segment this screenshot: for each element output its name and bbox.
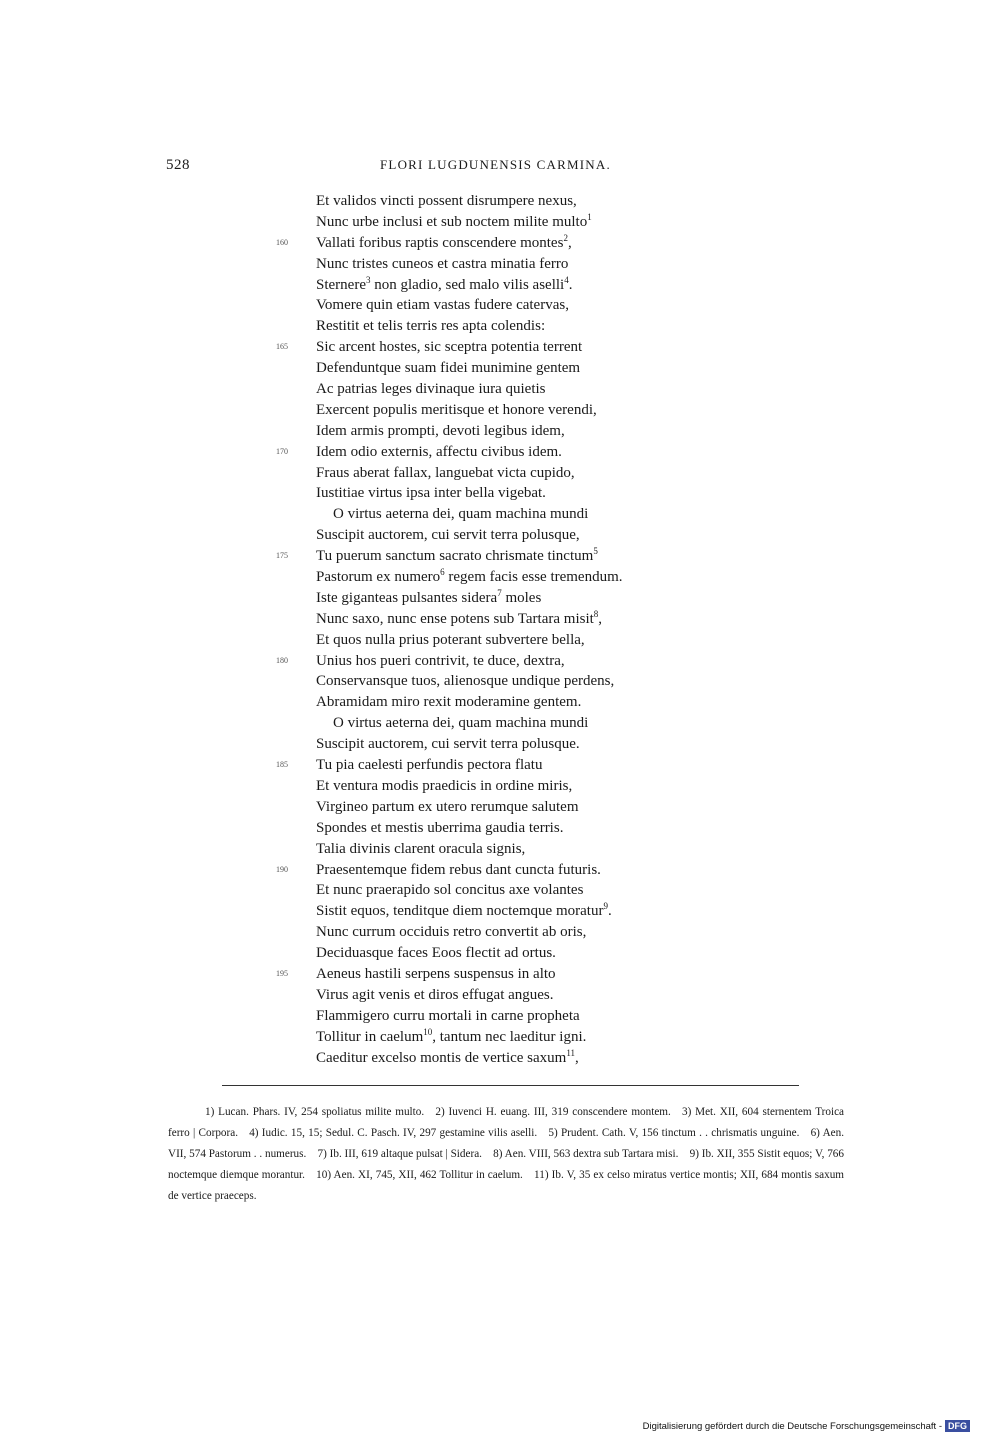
verse-segment: Praesentemque fidem rebus dant cuncta futuris. [316, 861, 601, 878]
verse-line [316, 901, 796, 922]
verse-segment: regem facis esse tremendum. [444, 569, 623, 586]
verse-segment: Talia divinis clarent oracula signis, [316, 840, 526, 857]
footnote-ref[interactable]: 1 [587, 211, 592, 222]
verse-line [316, 630, 796, 651]
footnote: 11) Ib. V, 35 ex celso miratus vertice montis; XII, 684 montis saxum de vertice praeceps. [168, 1169, 844, 1202]
verse-segment: Pastorum ex numero [316, 569, 441, 586]
verse-line [316, 358, 796, 379]
verse-line [316, 275, 796, 296]
footer-credit: Digitalisierung gefördert durch die Deutsche Forschungsgemeinschaft - [642, 1420, 942, 1432]
verse-line [276, 232, 796, 254]
verse-text [316, 339, 582, 355]
verse-text [316, 274, 573, 293]
verse-segment: Vomere quin etiam vastas fudere catervas, [316, 297, 569, 314]
verse-line [316, 1006, 796, 1027]
verse-text [316, 402, 597, 418]
verse-line [316, 713, 796, 734]
footnote-ref[interactable]: 10 [423, 1026, 433, 1037]
footnote: 10) Aen. XI, 745, XII, 462 Tollitur in caelum. [316, 1169, 523, 1181]
verse-line [316, 671, 796, 692]
verse-segment: Restitit et telis terris res apta colendis: [316, 318, 546, 335]
verse-segment: Nunc urbe inclusi et sub noctem milite multo [316, 213, 588, 230]
footnote-ref[interactable]: 9 [603, 901, 608, 912]
verse-text [316, 778, 572, 794]
verse-line [276, 442, 796, 463]
verse-segment: Idem odio externis, affectu civibus idem. [316, 443, 562, 460]
verse-line [276, 860, 796, 881]
verse-line [316, 734, 796, 755]
verse-text [316, 632, 585, 648]
verse-segment: Nunc saxo, nunc ense potens sub Tartara misit [316, 610, 594, 627]
verse-text [316, 820, 563, 836]
verse-text [316, 966, 556, 982]
verse-text [316, 694, 581, 710]
verse-line [316, 379, 796, 400]
line-number: 185 [276, 760, 288, 770]
dfg-logo[interactable]: DFG [945, 1420, 970, 1432]
verse-line [316, 588, 796, 609]
verse-text [316, 945, 556, 961]
footnote-ref[interactable]: 6 [440, 567, 445, 578]
verse-segment: Defenduntque suam fidei munimine gentem [316, 360, 581, 377]
footnote: 8) Aen. VIII, 563 dextra sub Tartara misi. [493, 1148, 679, 1160]
verse-segment: Conservansque tuos, alienosque undique perdens, [316, 673, 615, 690]
verse-text [316, 465, 575, 481]
verse-text [316, 569, 623, 585]
verse-line [276, 651, 796, 672]
line-number: 195 [276, 968, 288, 978]
verse-segment: , tantum nec laeditur igni. [432, 1028, 587, 1045]
verse-text [316, 381, 546, 397]
verse-segment: Unius hos pueri contrivit, te duce, dextra, [316, 652, 565, 669]
footnote-ref[interactable]: 7 [497, 587, 502, 598]
verse-segment: Abramidam miro rexit moderamine gentem. [316, 694, 582, 711]
verse-segment: Virgineo partum ex utero rerumque salutem [316, 798, 579, 815]
verse-text [316, 673, 614, 689]
verse-text [316, 1047, 579, 1066]
verse-segment: Ac patrias leges divinaque iura quietis [316, 381, 546, 398]
verse-line [316, 880, 796, 901]
footnote-ref[interactable]: 3 [365, 274, 371, 285]
verse-line [316, 818, 796, 839]
footnote: 1) Lucan. Phars. IV, 254 spoliatus milite multo. [205, 1106, 425, 1118]
verse-segment: O virtus aeterna dei, quam machina mundi [333, 715, 589, 732]
verse-text [316, 527, 580, 543]
verse-segment: Flammigero curru mortali in carne propheta [316, 1007, 580, 1024]
verse-segment: Deciduasque faces Eoos flectit ad ortus. [316, 945, 556, 962]
page-number: 528 [166, 157, 190, 173]
verse-text [316, 903, 612, 919]
verse-text [316, 736, 580, 752]
verse-segment: Tollitur in caelum [316, 1028, 424, 1045]
footnote-ref[interactable]: 4 [564, 274, 569, 285]
verse-line [316, 1027, 796, 1048]
verse-segment: non gladio, sed malo vilis aselli [370, 276, 565, 293]
verse-segment: Sic arcent hostes, sic sceptra potentia terrent [316, 339, 583, 356]
verse-line [316, 212, 796, 233]
verse-segment: , [575, 1049, 579, 1066]
verse-line [316, 504, 796, 525]
verse-line [316, 463, 796, 484]
footer [643, 1420, 970, 1432]
verse-line [316, 797, 796, 818]
verse-text [316, 653, 565, 669]
verse-segment: Iste giganteas pulsantes sidera [316, 589, 498, 606]
poem [276, 191, 796, 1068]
verse-text [316, 608, 603, 627]
verse-segment: Tu pia caelesti perfundis pectora flatu [316, 757, 543, 774]
footnote-ref[interactable]: 11 [566, 1047, 576, 1058]
verse-segment: Aeneus hastili serpens suspensus in alto [316, 965, 556, 982]
verse-segment: Et quos nulla prius poterant subvertere bella, [316, 631, 585, 648]
verse-text [316, 211, 592, 230]
footnote-ref[interactable]: 8 [593, 608, 599, 619]
verse-line [276, 755, 796, 776]
verse-segment: Iustitiae virtus ipsa inter bella vigebat. [316, 485, 546, 502]
footnote: 7) Ib. III, 619 altaque pulsat | Sidera. [317, 1148, 482, 1160]
verse-segment: Suscipit auctorem, cui servit terra polusque, [316, 527, 580, 544]
verse-line [316, 692, 796, 713]
verse-line [316, 1048, 796, 1069]
verse-text [316, 423, 565, 439]
verse-text [316, 715, 588, 731]
verse-segment: Caeditur excelso montis de vertice saxum [316, 1049, 567, 1066]
verse-segment: Et validos vincti possent disrumpere nexus, [316, 193, 577, 209]
verse-text [316, 987, 554, 1003]
verse-line [316, 400, 796, 421]
footnote: 5) Prudent. Cath. V, 156 tinctum . . chrismatis unguine. [548, 1127, 800, 1139]
verse-text [316, 232, 572, 251]
verse-line [276, 546, 796, 567]
footnote: 2) Iuvenci H. euang. III, 319 conscendere montem. [435, 1106, 671, 1118]
footnotes [168, 1102, 844, 1207]
verse-segment: moles [501, 589, 542, 606]
verse-segment: Tu puerum sanctum sacrato chrismate tinctum [316, 548, 594, 565]
line-number: 165 [276, 342, 288, 352]
verse-segment: Idem armis prompti, devoti legibus idem, [316, 422, 565, 439]
verse-text [316, 360, 580, 376]
verse-text [316, 506, 588, 522]
running-head: FLORI LUGDUNENSIS CARMINA. [380, 157, 611, 172]
verse-text [316, 841, 525, 857]
verse-text [316, 862, 601, 878]
verse-text [316, 924, 586, 940]
footnote-ref[interactable]: 5 [593, 546, 598, 557]
verse-text [316, 297, 569, 313]
verse-text [316, 587, 542, 606]
verse-text [316, 444, 562, 460]
verse-segment: , [598, 610, 603, 627]
verse-segment: . [607, 903, 612, 920]
verse-text [316, 193, 577, 209]
verse-line [316, 985, 796, 1006]
verse-line [316, 776, 796, 797]
verse-line [276, 964, 796, 985]
verse-segment: Nunc currum occiduis retro convertit ab oris, [316, 924, 587, 941]
verse-segment: Vallati foribus raptis conscendere montes [316, 234, 564, 251]
footnote-ref[interactable]: 2 [563, 232, 568, 243]
footnote: 6) Aen. VII, 574 Pastorum . . numerus. [168, 1127, 845, 1160]
verse-text [316, 256, 568, 272]
verse-text [316, 799, 579, 815]
line-number: 180 [276, 655, 288, 665]
verse-segment: Exercent populis meritisque et honore verendi, [316, 401, 597, 418]
line-number: 190 [276, 864, 288, 874]
line-number: 175 [276, 551, 288, 561]
verse-segment: O virtus aeterna dei, quam machina mundi [333, 506, 589, 523]
verse-line [316, 839, 796, 860]
verse-text [316, 318, 545, 334]
verse-line [316, 254, 796, 275]
verse-line [316, 483, 796, 504]
footnote: 9) Ib. XII, 355 Sistit equos; V, 766 noctemque diemque morantur. [168, 1148, 844, 1181]
line-number: 160 [276, 237, 288, 247]
verse-segment: Virus agit venis et diros effugat angues. [316, 986, 554, 1003]
verse-text [316, 485, 546, 501]
verse-line [316, 567, 796, 588]
verse-text [316, 882, 583, 898]
verse-line [276, 337, 796, 358]
verse-text [316, 757, 542, 773]
verse-text [316, 548, 598, 564]
footnote: 3) Met. XII, 604 sternentem Troica ferro | Corpora. [168, 1106, 844, 1139]
verse-text [316, 1026, 587, 1045]
verse-text [316, 1008, 580, 1024]
verse-line [316, 191, 796, 212]
verse-line [316, 421, 796, 442]
verse-line [316, 609, 796, 630]
verse-segment: Fraus aberat fallax, languebat victa cupido, [316, 464, 575, 481]
verse-segment: Et ventura modis praedicis in ordine miris, [316, 777, 573, 794]
verse-line [316, 316, 796, 337]
line-number: 170 [276, 446, 288, 456]
footnote-rule [222, 1085, 799, 1086]
verse-segment: Spondes et mestis uberrima gaudia terris. [316, 819, 564, 836]
verse-segment: . [568, 276, 573, 293]
verse-line [316, 295, 796, 316]
verse-segment: Suscipit auctorem, cui servit terra polusque. [316, 736, 580, 753]
verse-segment: Nunc tristes cuneos et castra minatia ferro [316, 255, 569, 272]
verse-line [316, 943, 796, 964]
verse-segment: Sistit equos, tenditque diem noctemque moratur [316, 903, 604, 920]
verse-segment: Sternere [316, 276, 366, 293]
verse-segment: Et nunc praerapido sol concitus axe volantes [316, 882, 584, 899]
footnote: 4) Iudic. 15, 15; Sedul. C. Pasch. IV, 297 gestamine vilis aselli. [249, 1127, 538, 1139]
verse-line [316, 525, 796, 546]
verse-line [316, 922, 796, 943]
verse-segment: , [567, 234, 572, 251]
